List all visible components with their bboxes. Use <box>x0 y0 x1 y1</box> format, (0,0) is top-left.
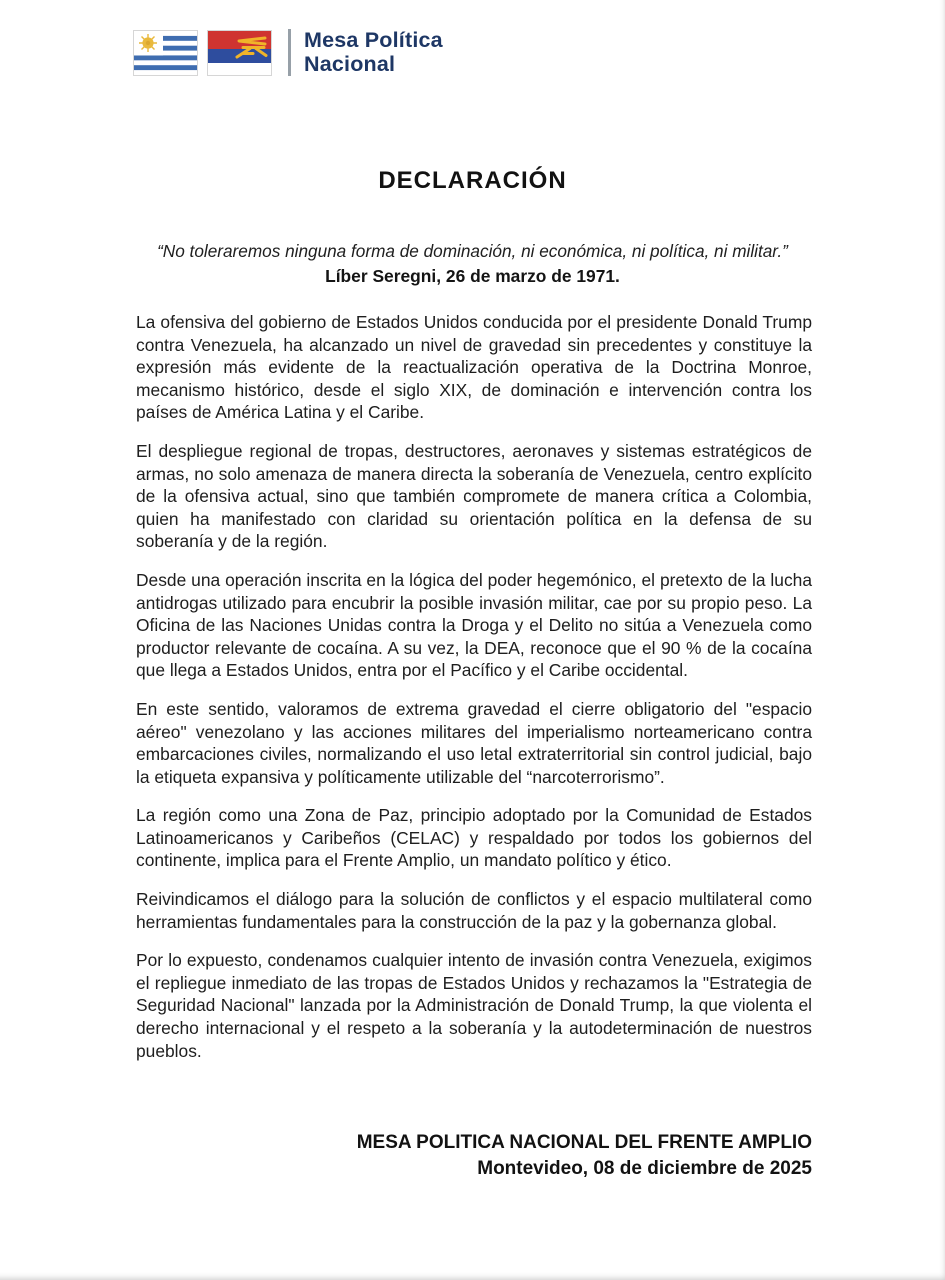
epigraph <box>110 240 835 287</box>
document-title: DECLARACIÓN <box>378 167 567 194</box>
signature-block <box>136 1130 812 1182</box>
epigraph-quote: “No toleraremos ninguna forma de dominación, ni económica, ni política, ni militar.” <box>157 241 788 261</box>
paragraph: El despliegue regional de tropas, destructores, aeronaves y sistemas estratégicos de armas, no solo amenaza de manera directa la soberanía de Venezuela, centro explícito de la ofensiva actual, sino que también compromete de manera crítica a Colombia, quien ha manifestado con claridad su orientación política en la defensa de su soberanía y de la región. <box>136 440 812 552</box>
org-name-line1: Mesa Política <box>304 28 443 52</box>
signature-date: Montevideo, 08 de diciembre de 2025 <box>477 1158 812 1179</box>
paragraph: La región como una Zona de Paz, principio adoptado por la Comunidad de Estados Latinoamericanos y Caribeños (CELAC) y respaldado por todos los gobiernos del continente, implica para el Frente Amplio, un mandato político y ético. <box>136 805 812 871</box>
paragraph: Por lo expuesto, condenamos cualquier intento de invasión contra Venezuela, exigimos el repliegue inmediato de las tropas de Estados Unidos y rechazamos la "Estrategia de Seguridad Nacional" lanzada por la Administración de Donald Trump, la que violenta el derecho internacional y el respeto a la soberanía y la autodeterminación de nuestros pueblos. <box>136 950 812 1061</box>
document-body <box>136 311 812 1078</box>
uruguay-flag-icon <box>133 30 198 76</box>
org-wordmark <box>304 29 443 76</box>
org-name-line2: Nacional <box>304 51 396 76</box>
paragraph: Reivindicamos el diálogo para la solución de conflictos y el espacio multilateral como herramientas fundamentales para la construcción de la paz y la gobernanza global. <box>136 889 812 932</box>
letterhead-divider <box>288 29 291 76</box>
paragraph: En este sentido, valoramos de extrema gravedad el cierre obligatorio del "espacio aéreo" venezolano y las acciones militares del imperialismo norteamericano contra embarcaciones civiles, normalizando el uso letal extraterritorial sin control judicial, bajo la etiqueta expansiva y políticamente utilizable del “narcoterrorismo”. <box>136 698 812 787</box>
letterhead <box>133 29 443 76</box>
paragraph: Desde una operación inscrita en la lógica del poder hegemónico, el pretexto de la lucha antidrogas utilizado para encubrir la posible invasión militar, cae por su propio peso. La Oficina de las Naciones Unidas contra la Droga y el Delito no sitúa a Venezuela como productor relevante de cocaína. A su vez, la DEA, reconoce que el 90 % de la cocaína que llega a Estados Unidos, entra por el Pacífico y el Caribe occidental. <box>136 569 812 681</box>
signature-org: MESA POLITICA NACIONAL DEL FRENTE AMPLIO <box>356 1132 812 1153</box>
paragraph: La ofensiva del gobierno de Estados Unidos conducida por el presidente Donald Trump contra Venezuela, ha alcanzado un nivel de gravedad sin precedentes y constituye la expresión más evidente de la reactualización operativa de la Doctrina Monroe, mecanismo histórico, desde el siglo XIX, de dominación e intervención contra los países de América Latina y el Caribe. <box>136 312 812 423</box>
frente-amplio-flag-icon <box>207 30 272 76</box>
epigraph-attribution: Líber Seregni, 26 de marzo de 1971. <box>325 266 620 286</box>
